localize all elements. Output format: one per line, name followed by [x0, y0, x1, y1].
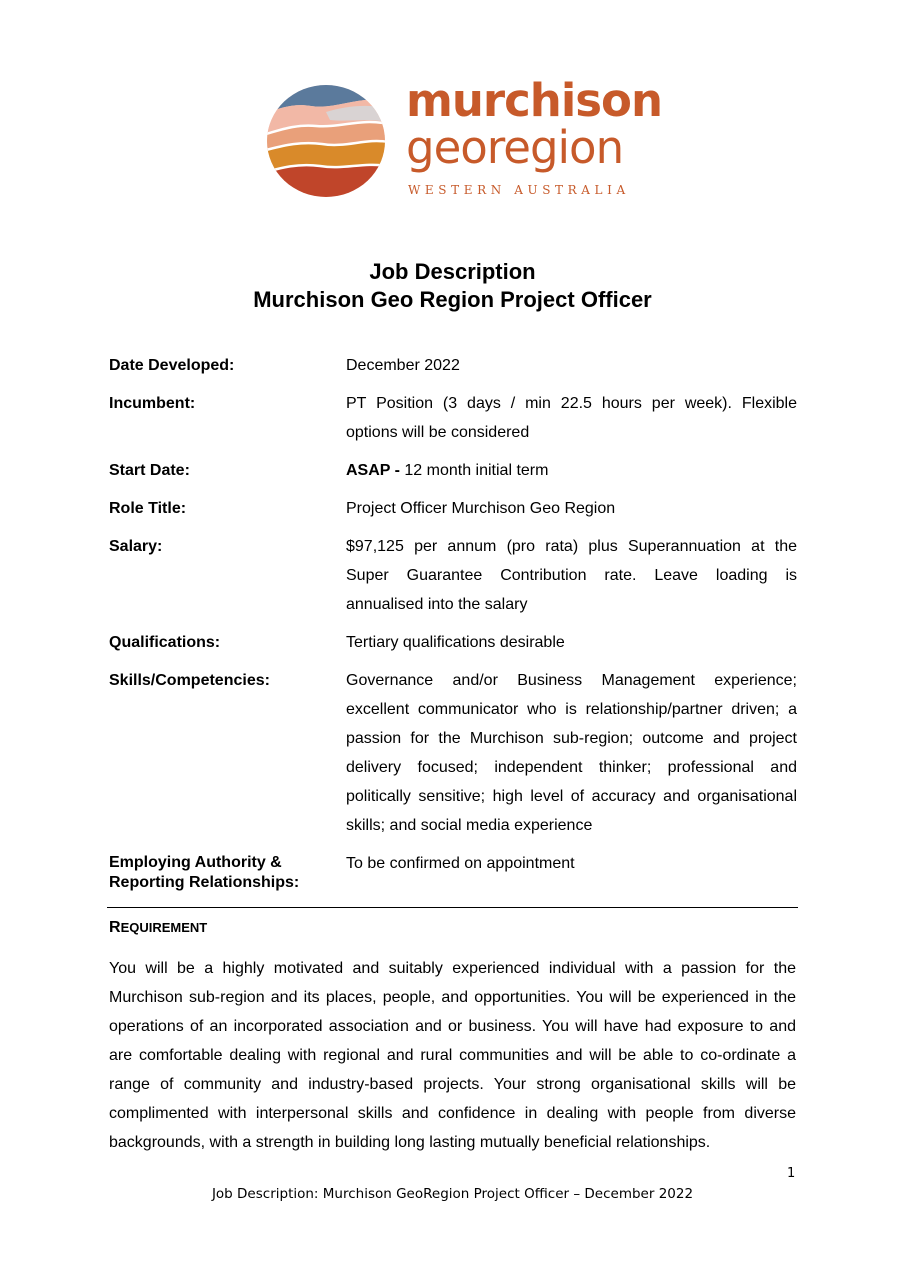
- detail-row-qualifications: [109, 628, 797, 657]
- detail-row-role-title: [109, 494, 797, 523]
- detail-value: $97,125 per annum (pro rata) plus Superannuation at the Super Guarantee Contribution rate. Leave loading is annualised into the salary: [346, 538, 797, 613]
- requirement-paragraph: You will be a highly motivated and suitably experienced individual with a passion for the Murchison sub-region and its places, people, and opportunities. You will be experienced in the operations of an incorporated association and or business. You will have had exposure to and are comfortable dealing with regional and rural communities and will be able to co-ordinate a range of community and industry-based projects. Your strong organisational skills will be complimented with interpersonal skills and confidence in dealing with people from diverse backgrounds, with a strength in building long lasting mutually beneficial relationships.: [109, 960, 796, 1151]
- page-footer: Job Description: Murchison GeoRegion Project Officer – December 2022: [211, 1186, 694, 1202]
- heading-initial: R: [109, 919, 121, 936]
- section-divider: [107, 907, 798, 908]
- detail-value: [346, 456, 797, 485]
- detail-label: Salary:: [109, 538, 163, 555]
- document-subtitle: Murchison Geo Region Project Officer: [253, 287, 652, 312]
- detail-row-incumbent: [109, 389, 797, 447]
- detail-row-date-developed: [109, 351, 797, 380]
- page-number: 1: [787, 1166, 796, 1181]
- detail-label: Qualifications:: [109, 634, 221, 651]
- detail-value: To be confirmed on appointment: [346, 855, 575, 872]
- job-details-table: [109, 351, 797, 902]
- detail-row-employing-authority: [109, 849, 797, 893]
- detail-value: December 2022: [346, 357, 460, 374]
- detail-value: Governance and/or Business Management experience; excellent communicator who is relationship/partner driven; a passion for the Murchison sub-region; outcome and project delivery focused; independent thinker; professional and politically sensitive; high level of accuracy and organisational skills; and social media experience: [346, 672, 797, 834]
- heading-rest: EQUIREMENT: [120, 920, 208, 935]
- logo-tagline: WESTERN AUSTRALIA: [408, 183, 630, 197]
- detail-value-text: 12 month initial term: [399, 462, 549, 479]
- detail-row-start-date: [109, 456, 797, 485]
- organization-logo: [266, 74, 662, 204]
- logo-wordmark-line2: georegion: [406, 121, 624, 174]
- logo-wordmark-line1: murchison: [406, 74, 662, 127]
- section-heading-requirement: [109, 918, 207, 938]
- detail-value-emphasis: ASAP -: [346, 462, 400, 479]
- detail-label-line2: Reporting Relationships:: [109, 874, 300, 891]
- document-title: Job Description: [369, 259, 536, 284]
- detail-label: Date Developed:: [109, 357, 235, 374]
- detail-value: PT Position (3 days / min 22.5 hours per week). Flexible options will be considered: [346, 395, 797, 441]
- logo-emblem: [266, 84, 388, 198]
- detail-label: Incumbent:: [109, 395, 196, 412]
- detail-row-salary: [109, 532, 797, 619]
- detail-label: Role Title:: [109, 500, 187, 517]
- detail-value: Project Officer Murchison Geo Region: [346, 500, 616, 517]
- detail-label: Skills/Competencies:: [109, 672, 270, 689]
- detail-row-skills: [109, 666, 797, 840]
- detail-label: [109, 849, 346, 893]
- detail-label: Start Date:: [109, 462, 190, 479]
- detail-label-line1: Employing Authority &: [109, 854, 282, 871]
- detail-value: Tertiary qualifications desirable: [346, 634, 565, 651]
